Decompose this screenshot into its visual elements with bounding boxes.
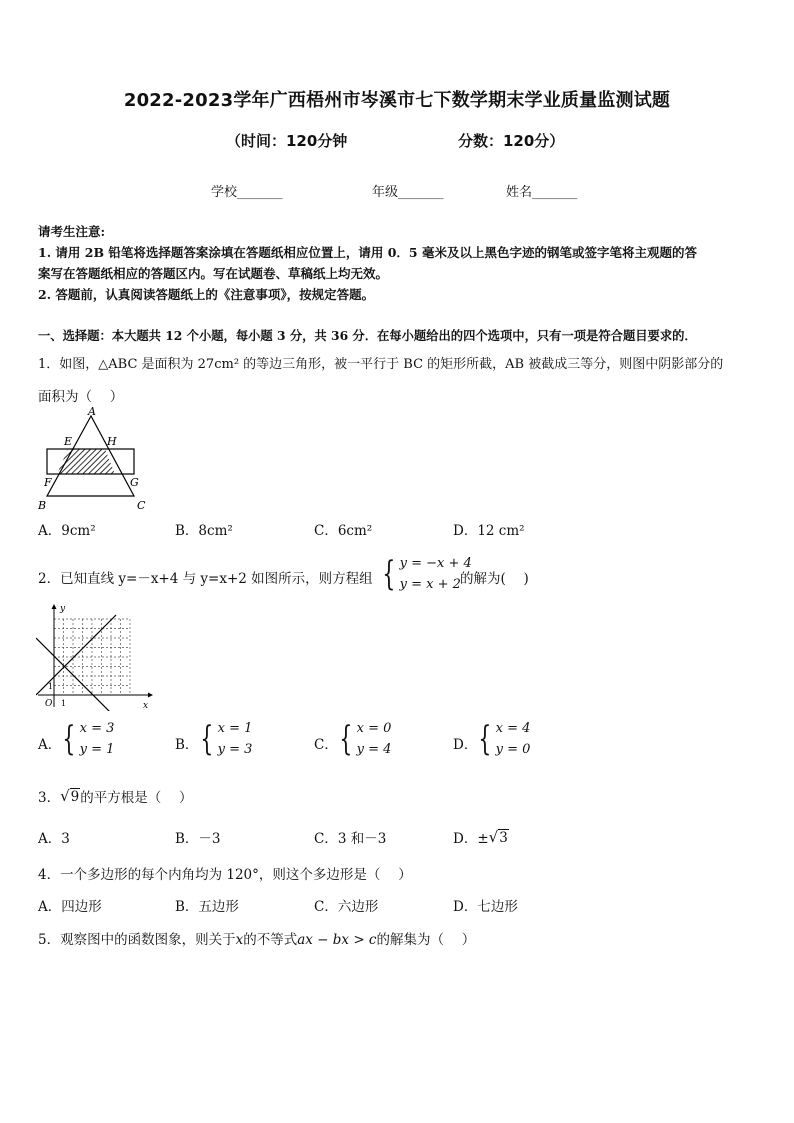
- q1-triangle-figure: [38, 405, 153, 513]
- q2-graph: [36, 603, 156, 711]
- q4-option-b[interactable]: B．五边形: [175, 899, 239, 915]
- q1-option-c[interactable]: C．6cm²: [314, 523, 373, 539]
- q2-option-c-line-1: x = 0: [356, 721, 392, 736]
- q2-option-b-system[interactable]: [196, 718, 252, 760]
- q5-part-3: 的解集为（ ）: [376, 932, 476, 948]
- q2-option-a-system[interactable]: [58, 718, 114, 760]
- left-brace-icon: {: [339, 719, 353, 759]
- q3-option-d-radicand: 3: [499, 829, 508, 846]
- grade-field: 年级_______: [372, 185, 444, 200]
- graph-label-y-one: 1: [48, 682, 54, 691]
- notice-item-1-line-2: 案写在答题纸相应的答题区内。写在试题卷、草稿纸上均无效。: [38, 266, 389, 281]
- y-axis-arrow-icon: [52, 604, 57, 609]
- q1-option-a[interactable]: A．9cm²: [38, 523, 96, 539]
- school-field: 学校_______: [211, 185, 283, 200]
- q3-option-b[interactable]: B．－3: [175, 831, 221, 847]
- section-heading: 一、选择题：本大题共 12 个小题，每小题 3 分，共 36 分．在每小题给出的四个选项中，只有一项是符合题目要求的．: [38, 328, 697, 343]
- graph-label-origin: O: [45, 699, 53, 709]
- q2-option-a-line-1: x = 3: [79, 721, 115, 736]
- q4-stem: 4．一个多边形的每个内角均为 120°，则这个多边形是（ ）: [38, 867, 412, 883]
- q2-option-c[interactable]: C．: [314, 737, 338, 753]
- label-h: H: [107, 435, 117, 448]
- sqrt-icon: √: [488, 828, 499, 846]
- left-brace-icon: {: [382, 554, 396, 594]
- q1-option-d[interactable]: D．12 cm²: [453, 523, 525, 539]
- q4-option-d[interactable]: D．七边形: [453, 899, 518, 915]
- q3-radicand: 9: [70, 788, 80, 805]
- exam-time: （时间：120分钟: [226, 132, 348, 150]
- q2-option-a-line-2: y = 1: [79, 742, 115, 757]
- q1-option-b[interactable]: B．8cm²: [175, 523, 233, 539]
- label-c: C: [137, 499, 146, 512]
- graph-label-x: x: [143, 701, 149, 711]
- q3-suffix: 的平方根是（ ）: [80, 790, 193, 806]
- label-b: B: [38, 499, 47, 512]
- q1-stem-line-2: 面积为（ ）: [38, 389, 124, 405]
- grid-lines: [54, 619, 130, 695]
- sqrt-icon: √: [60, 787, 70, 805]
- q3-option-a[interactable]: A．3: [38, 831, 70, 847]
- left-brace-icon: {: [478, 719, 492, 759]
- q2-option-c-line-2: y = 4: [356, 742, 392, 757]
- left-brace-icon: {: [62, 719, 76, 759]
- q3-option-c[interactable]: C．3 和－3: [314, 831, 387, 847]
- graph-label-x-one: 1: [61, 699, 67, 708]
- q3-stem: [38, 786, 193, 806]
- q2-option-b-line-1: x = 1: [217, 721, 253, 736]
- q2-stem: 2．已知直线 y=－x+4 与 y=x+2 如图所示，则方程组: [38, 571, 373, 587]
- q2-option-b[interactable]: B．: [175, 737, 199, 753]
- q5-stem: [38, 928, 475, 948]
- q3-option-d-label: D．±: [453, 831, 489, 847]
- q2-option-a[interactable]: A．: [38, 737, 62, 753]
- left-brace-icon: {: [200, 719, 214, 759]
- q2-option-b-line-2: y = 3: [217, 742, 253, 757]
- label-g: G: [130, 476, 139, 489]
- q2-option-d[interactable]: D．: [453, 737, 478, 753]
- q5-var: x: [235, 932, 244, 948]
- notice-item-1-line-1: 1. 请用 2B 铅笔将选择题答案涂填在答题纸相应位置上，请用 0．5 毫米及以上黑色字迹的钢笔或签字笔将主观题的答: [38, 245, 697, 260]
- exam-score: 分数：120分）: [458, 132, 565, 150]
- label-f: F: [44, 476, 52, 489]
- graph-label-y: y: [60, 604, 66, 614]
- page-title: 2022-2023学年广西梧州市岑溪市七下数学期末学业质量监测试题: [123, 90, 671, 111]
- q3-option-d[interactable]: [453, 827, 509, 847]
- name-field: 姓名_______: [506, 185, 578, 200]
- q2-option-d-line-2: y = 0: [495, 742, 531, 757]
- notice-item-2: 2. 答题前，认真阅读答题纸上的《注意事项》，按规定答题。: [38, 287, 375, 302]
- q3-prefix: 3．: [38, 790, 61, 806]
- q2-option-d-system[interactable]: [474, 718, 530, 760]
- q2-eq-1: y = −x + 4: [399, 556, 472, 571]
- q1-stem-line-1: 1．如图，△ABC 是面积为 27cm² 的等边三角形，被一平行于 BC 的矩形所截，AB 被截成三等分，则图中阴影部分的: [38, 357, 724, 372]
- q4-option-c[interactable]: C．六边形: [314, 899, 379, 915]
- q2-option-c-system[interactable]: [335, 718, 391, 760]
- label-a: A: [88, 405, 96, 418]
- label-e: E: [64, 435, 73, 448]
- notice-heading: 请考生注意:: [38, 224, 106, 239]
- q5-inequality: ax − bx > c: [297, 932, 377, 948]
- x-axis-arrow-icon: [148, 693, 153, 698]
- q2-stem-tail: 的解为( ): [460, 571, 529, 587]
- q5-part-1: 5．观察图中的函数图象，则关于: [38, 932, 236, 948]
- q4-option-a[interactable]: A．四边形: [38, 899, 102, 915]
- q2-option-d-line-1: x = 4: [495, 721, 531, 736]
- q2-eq-2: y = x + 2: [399, 577, 461, 592]
- q2-equation-system: [378, 553, 472, 595]
- q5-part-2: 的不等式: [243, 932, 298, 948]
